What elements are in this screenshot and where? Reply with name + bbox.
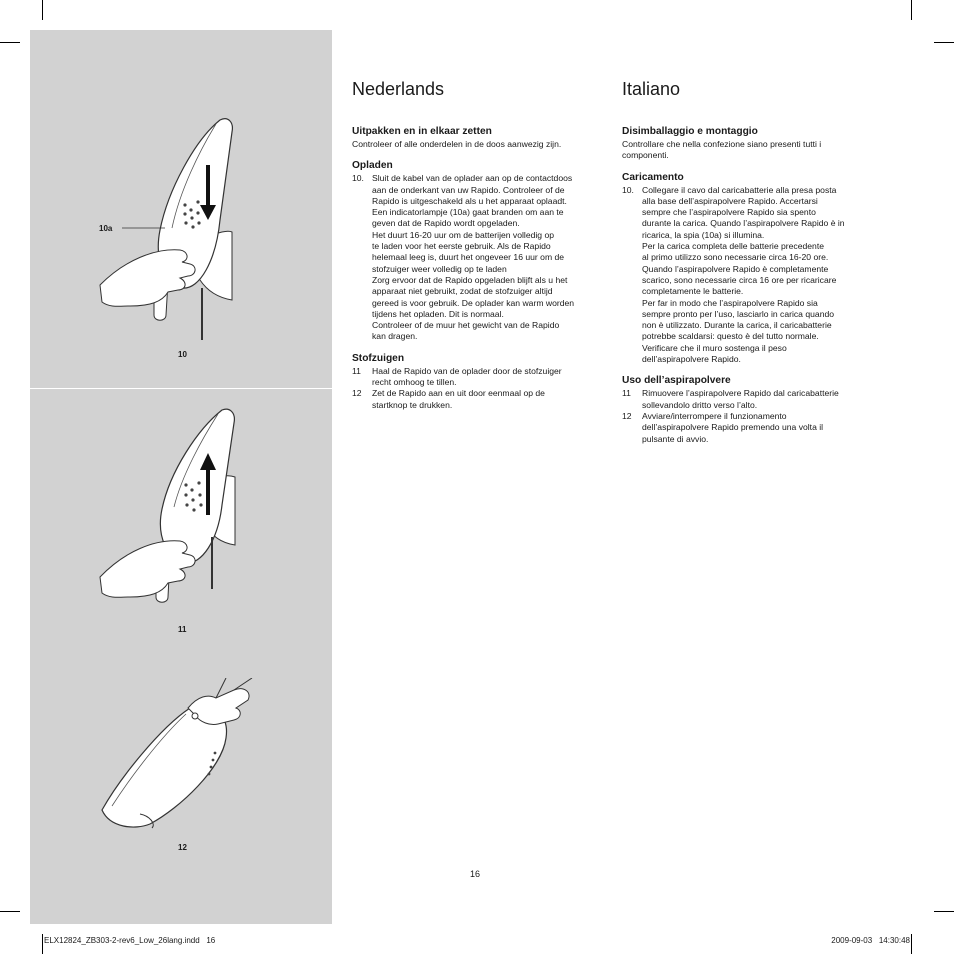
italian-charging-heading: Caricamento	[622, 171, 684, 183]
dutch-column	[352, 78, 602, 411]
figure-11-illustration	[30, 405, 332, 615]
list-item-text: Sluit de kabel van de oplader aan op de contactdoos aan de onderkant van uw Rapido. Controleer of de Rapido is uitgeschakeld als u het apparaat oplaadt. Een indicatorlampje (10a) gaat branden om aan te geven dat de Rapido wordt opgeladen. Het duurt 16-20 uur om de batterijen volledig op te laden voor het eerste gebruik. Als de Rapido helemaal leeg is, duurt het ongeveer 16 uur om de stofzuiger weer volledig op te laden Zorg ervoor dat de Rapido opgeladen blijft als u het apparaat niet gebruikt, zodat de stofzuiger altijd gereed is voor gebruik. De oplader kan warm worden tijdens het opladen. Dit is normaal. Controleer of de muur het gewicht van de Rapido kan dragen.	[372, 173, 575, 342]
crop-mark	[0, 911, 20, 912]
figure-10-label: 10	[178, 350, 187, 359]
list-item-number: 10.	[352, 173, 364, 184]
list-item-number: 12	[622, 410, 632, 421]
list-item-number: 11	[622, 388, 631, 399]
list-item	[622, 185, 872, 366]
figure-10-callout: 10a	[99, 224, 113, 233]
italian-use-heading: Uso dell’aspirapolvere	[622, 375, 731, 387]
list-item-number: 10.	[622, 184, 634, 195]
list-item-text: Collegare il cavo dal caricabatterie alla presa posta alla base dell’aspirapolvere Rapido. Accertarsi sempre che l’aspirapolvere Rapido sia spento durante la carica. Quando l’aspirapolvere Rapido è in ricarica, la spia (10a) si illumina. Per la carica completa delle batterie precedente al primo utilizzo sono necessarie circa 16-20 ore. Quando l’aspirapolvere Rapido è completamente scarico, sono necessarie circa 16 ore per ricaricare completamente le batterie. Per far in modo che l’aspirapolvere Rapido sia sempre pronto per l’uso, lasciarlo in carica quando non è utilizzato. Durante la carica, il caricabatterie potrebbe scaldarsi: questo è del tutto normale. Verificare che il muro sostenga il peso dell’aspirapolvere Rapido.	[642, 184, 845, 365]
crop-mark	[42, 934, 43, 954]
italian-unpack-text: Controllare che nella confezione siano presenti tutti i componenti.	[622, 139, 822, 161]
slug-file: ELX12824_ZB303-2-rev6_Low_26lang.indd 16	[44, 936, 216, 945]
list-item	[622, 388, 872, 411]
slug-date: 2009-09-03 14:30:48	[831, 936, 910, 945]
crop-mark	[934, 42, 954, 43]
figure-12-illustration	[30, 678, 332, 838]
crop-mark	[911, 934, 912, 954]
list-item-number: 11	[352, 365, 361, 376]
dutch-title: Nederlands	[352, 79, 445, 99]
italian-unpack-heading: Disimballaggio e montaggio	[622, 126, 758, 137]
list-item-text: Zet de Rapido aan en uit door eenmaal op de startknop te drukken.	[372, 388, 545, 410]
crop-mark	[934, 911, 954, 912]
list-item	[622, 411, 872, 445]
list-item	[352, 366, 602, 389]
figure-10-illustration	[30, 110, 332, 340]
dutch-vacuuming-heading: Stofzuigen	[352, 352, 405, 364]
dutch-charging-heading: Opladen	[352, 160, 393, 172]
list-item-text: Rimuovere l’aspirapolvere Rapido dal caricabatterie sollevandolo dritto verso l’alto.	[642, 388, 839, 410]
list-item-number: 12	[352, 388, 362, 399]
italian-column	[622, 78, 872, 445]
panel-divider	[30, 388, 332, 389]
list-item-text: Avviare/interrompere il funzionamento dell’aspirapolvere Rapido premendo una volta il pulsante di avvio.	[642, 410, 824, 444]
page-number: 16	[470, 869, 481, 879]
figure-11-label: 11	[178, 625, 187, 634]
list-item	[352, 173, 602, 342]
crop-mark	[0, 42, 20, 43]
list-item-text: Haal de Rapido van de oplader door de stofzuiger recht omhoog te tillen.	[372, 365, 562, 388]
crop-mark	[911, 0, 912, 20]
figure-12-label: 12	[178, 843, 187, 852]
crop-mark	[42, 0, 43, 20]
dutch-unpack-heading: Uitpakken en in elkaar zetten	[352, 126, 492, 137]
dutch-unpack-text: Controleer of alle onderdelen in de doos aanwezig zijn.	[352, 139, 562, 149]
italian-title: Italiano	[622, 79, 681, 99]
list-item	[352, 388, 602, 411]
